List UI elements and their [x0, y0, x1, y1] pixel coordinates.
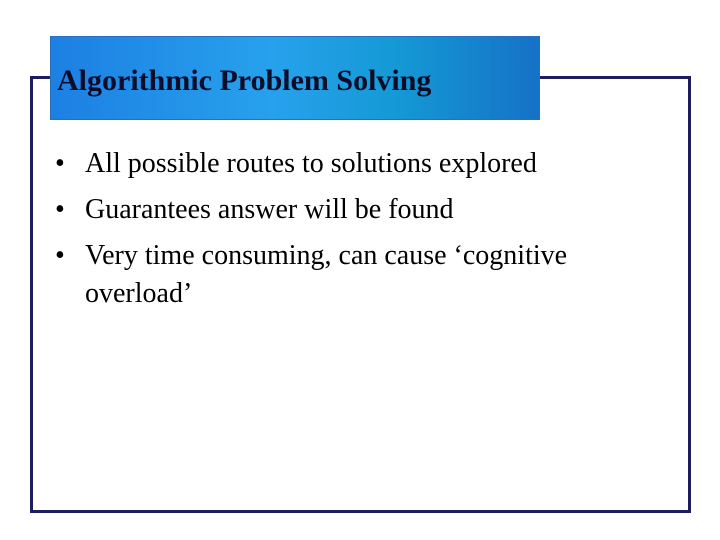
frame-top-right-border [540, 76, 691, 79]
bullet-item [55, 145, 675, 183]
frame-top-left-border [30, 76, 50, 79]
frame-bottom-border [30, 510, 691, 513]
bullet-text: All possible routes to solutions explored [85, 148, 537, 179]
frame-right-border [688, 76, 691, 513]
bullet-item [55, 237, 675, 313]
bullet-marker: • [55, 194, 65, 225]
bullet-list [55, 145, 675, 321]
bullet-marker: • [55, 148, 65, 179]
slide-title: Algorithmic Problem Solving [57, 64, 432, 97]
bullet-text: Guarantees answer will be found [85, 194, 454, 225]
frame-left-border [30, 76, 33, 513]
bullet-item [55, 191, 675, 229]
bullet-marker: • [55, 240, 65, 271]
bullet-text: Very time consuming, can cause ‘cognitive overload’ [85, 240, 568, 309]
